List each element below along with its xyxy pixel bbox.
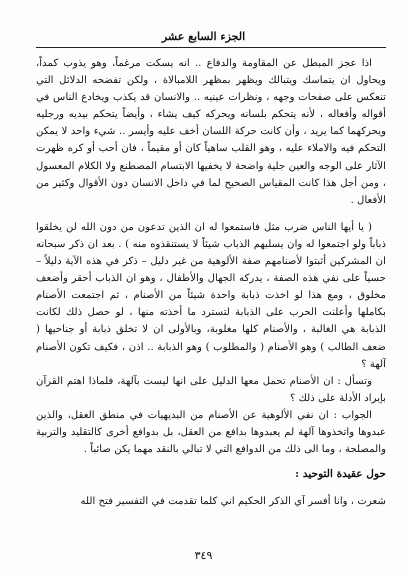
page-body (36, 55, 386, 458)
paragraph-spacer (36, 209, 386, 219)
page-number: ٣٤٩ (194, 549, 213, 562)
body-paragraph: الجواب : ان نفي الألوهية عن الأصنام من البديهيات في منطق العقل، والذين عبدوها واتخذوها آلهة لم يعبدوها بدافع من العقل، بل بدوافع أخرى كالتقليد والتربية والمصلحة ، وما الى ذلك من الدوافع التي لا تبالي بالنقد مهما يكن صائباً . (36, 409, 386, 456)
body-paragraph: ( يا أيها الناس ضرب مثل فاستمعوا له ان الذين تدعون من دون الله لن يخلقوا ذباباً ولو اجتمعوا له وان يسلبهم الذباب شيئاً لا يستنقذوه منه ) . بعد ان ذكر سبحانه ان المشركين أثبتوا لأصنامهم صفة الألوهية من غير دليل – ذكر في هذه الآية دليلاً – حسياً على نفي هذه الصفة ، يدركه الجهال والأطفال ، وهو ان الذباب أحقر وأضعف مخلوق ، ومع هذا لو اخذت ذبابة واحدة شيئاً من الأصنام ، ثم اجتمعت الأصنام بكاملها وأعلنت الحرب على الذبابة لتسترد ما أخذته منها ، لو حصل ذلك لكانت الذبابة هي الغالبة ، والأصنام كلها مغلوبة، وبالأولى ان لا تخلق ذبابة أو جناحيها ( ضعف الطالب ) وهو الأصنام ( والمطلوب ) وهو الذبابة .. اذن ، فكيف تكون الأصنام آلهة ؟ (36, 221, 386, 370)
header-rule (36, 47, 386, 48)
body-paragraph: وتسأل : ان الأصنام تحمل معها الدليل على انها ليست بآلهة، فلماذا اهتم القرآن بإيراد الأدلة على ذلك ؟ (36, 375, 386, 404)
section-heading: حول عقيدة التوحيد : (295, 468, 386, 480)
body-paragraph: اذا عجز المبطل عن المقاومة والدفاع .. انه يسكت مرغماً، وهو يذوب كمداً، ويحاول ان يتماسك ويتبالك ويظهر بمظهر اللامبالاة ، ولكن تفضحه الدلائل التي تنعكس على صفحات وجهه ، ونظرات عينيه .. والانسان قد يكذب ويخادع الناس في أقواله وأفعاله ، لأنه يتحكم بلسانه ويحركه كيف يشاء ، وأيضاً يتحكم بيديه ورجليه ويحركهما كما يريد ، وأن كانت حركة اللسان أخف عليه وأيسر .. شيء واحد لا يمكن التحكم فيه والاملاء عليه ، وهو القلب ساهياً كان أو مقيماً ، فان أحب أو كره ظهرت الآثار على الوجه والعين جلية واضحة لا يخفيها الابتسام المصطنع ولا الكلام المعسول ، ومن أجل هذا كانت المقياس الصحيح لما في داخل الانسان دون الأقوال وكثير من الأفعال . (36, 58, 386, 206)
running-header: الجزء السابع عشر (161, 30, 246, 43)
body-paragraph: شعرت ، وانا أفسر آي الذكر الحكيم اني كلما تقدمت في التفسير فتح الله (80, 496, 386, 507)
